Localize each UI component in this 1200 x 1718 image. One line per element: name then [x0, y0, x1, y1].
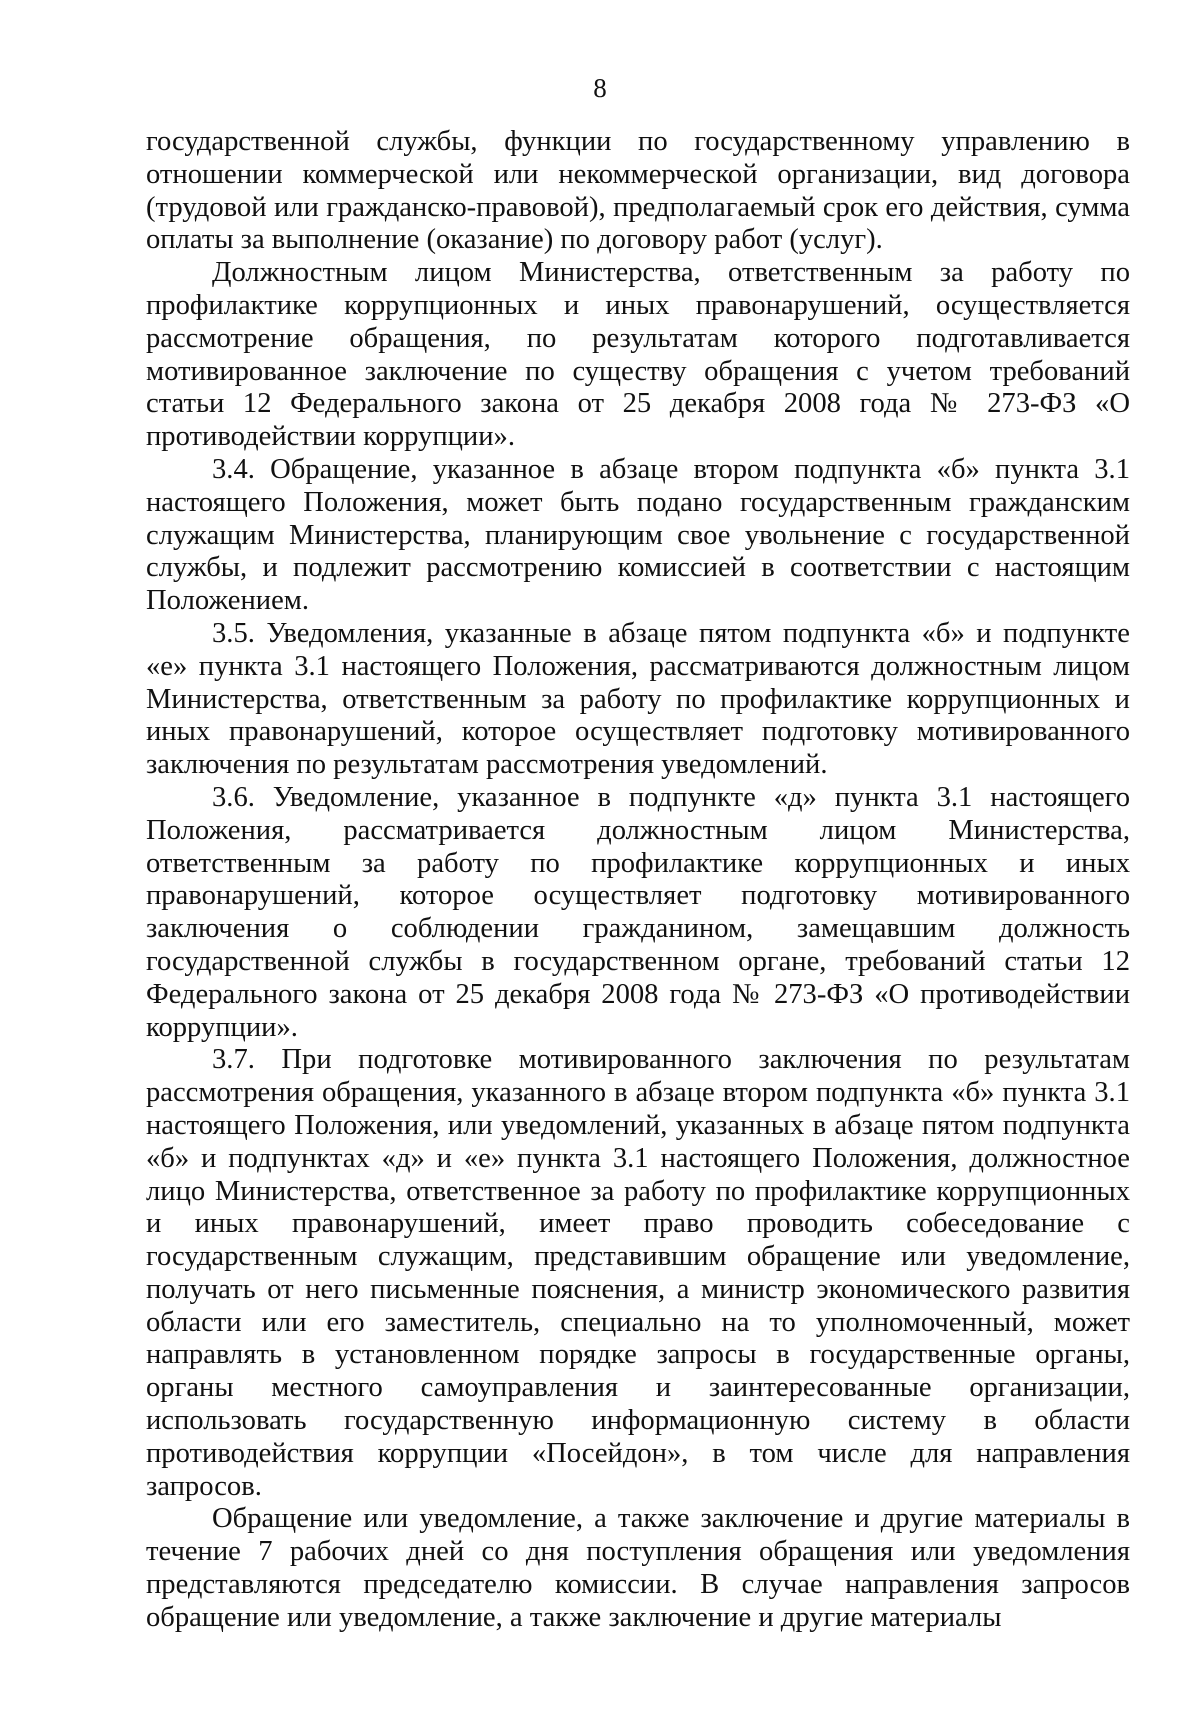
paragraph-3-6: 3.6. Уведомление, указанное в подпункте «д» пункта 3.1 настоящего Положения, рассматривается должностным лицом Министерства, ответственным за работу по профилактике коррупционных и иных правонарушений, которое осуществляет подготовку мотивированного заключения о соблюдении гражданином, замещавшим должность государственной службы в государственном органе, требований статьи 12 Федерального закона от 25 декабря 2008 года № 273-ФЗ «О противодействии коррупции». — [146, 781, 1130, 1043]
paragraph-continuation: государственной службы, функции по государственному управлению в отношении коммерческой или некоммерческой организации, вид договора (трудовой или гражданско-правовой), предполагаемый срок его действия, сумма оплаты за выполнение (оказание) по договору работ (услуг). — [146, 126, 1130, 256]
paragraph-3-5: 3.5. Уведомления, указанные в абзаце пятом подпункта «б» и подпункте «е» пункта 3.1 настоящего Положения, рассматриваются должностным лицом Министерства, ответственным за работу по профилактике коррупционных и иных правонарушений, которое осуществляет подготовку мотивированного заключения по результатам рассмотрения уведомлений. — [146, 617, 1130, 781]
paragraph-3-7: 3.7. При подготовке мотивированного заключения по результатам рассмотрения обращения, указанного в абзаце втором подпункта «б» пункта 3.1 настоящего Положения, или уведомлений, указанных в абзаце пятом подпункта «б» и подпунктах «д» и «е» пункта 3.1 настоящего Положения, должностное лицо Министерства, ответственное за работу по профилактике коррупционных и иных правонарушений, имеет право проводить собеседование с государственным служащим, представившим обращение или уведомление, получать от него письменные пояснения, а министр экономического развития области или его заместитель, специально на то уполномоченный, может направлять в установленном порядке запросы в государственные органы, органы местного самоуправления и заинтересованные организации, использовать государственную информационную систему в области противодействия коррупции «Посейдон», в том числе для направления запросов. — [146, 1044, 1130, 1502]
paragraph-submission: Обращение или уведомление, а также заключение и другие материалы в течение 7 рабочих дней со дня поступления обращения или уведомления представляются председателю комиссии. В случае направления запросов обращение или уведомление, а также заключение и другие материалы — [146, 1503, 1130, 1633]
page-number: 8 — [593, 73, 607, 103]
paragraph-official-review: Должностным лицом Министерства, ответственным за работу по профилактике коррупционных и иных правонарушений, осуществляется рассмотрение обращения, по результатам которого подготавливается мотивированное заключение по существу обращения с учетом требований статьи 12 Федерального закона от 25 декабря 2008 года № 273-ФЗ «О противодействии коррупции». — [146, 257, 1130, 453]
document-body — [146, 126, 1130, 1635]
paragraph-3-4: 3.4. Обращение, указанное в абзаце втором подпункта «б» пункта 3.1 настоящего Положения, может быть подано государственным гражданским служащим Министерства, планирующим свое увольнение с государственной службы, и подлежит рассмотрению комиссией в соответствии с настоящим Положением. — [146, 453, 1130, 617]
